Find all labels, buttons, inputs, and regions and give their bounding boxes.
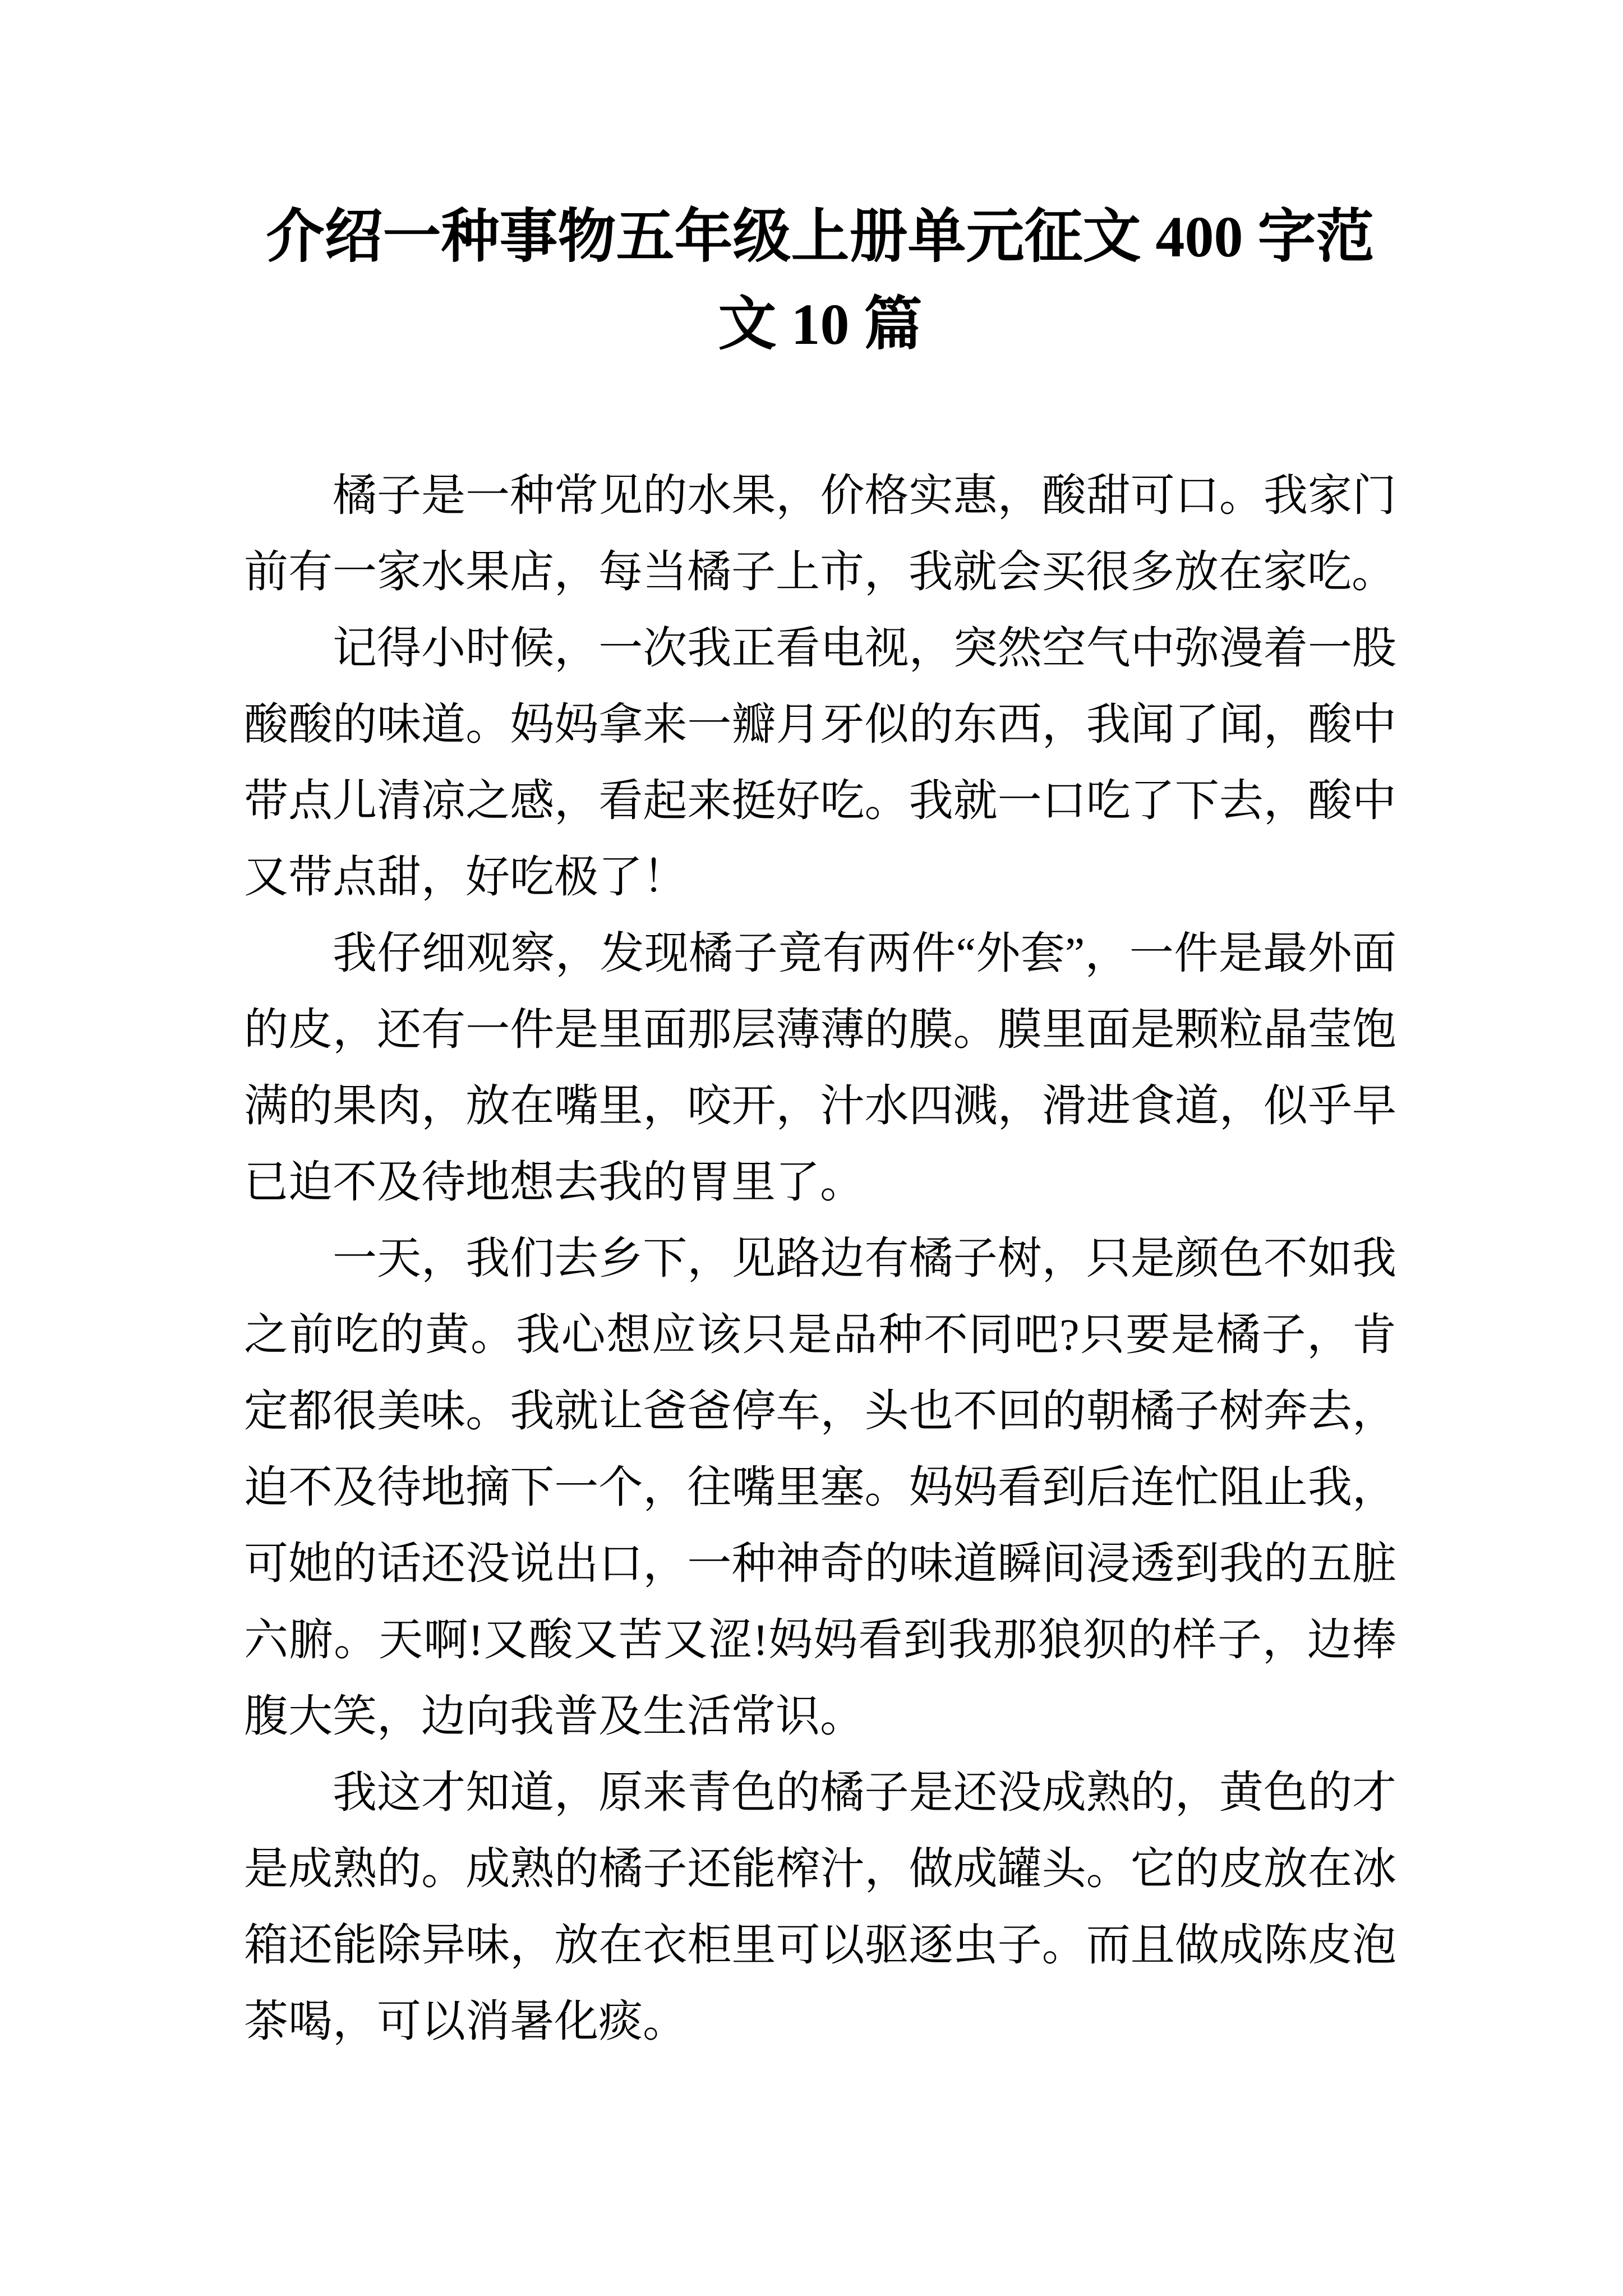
document-title: 介绍一种事物五年级上册单元征文 400 字范文 10 篇 — [266, 205, 1375, 357]
paragraph-4: 一天，我们去乡下，见路边有橘子树，只是颜色不如我之前吃的黄。我心想应该只是品种不同吧?只要是橘子，肯定都很美味。我就让爸爸停车，头也不回的朝橘子树奔去，迫不及待地摘下一个，往嘴里塞。妈妈看到后连忙阻止我，可她的话还没说出口，一种神奇的味道瞬间浸透到我的五脏六腑。天啊!又酸又苦又涩!妈妈看到我那狼狈的样子，边捧腹大笑，边向我普及生活常识。 — [244, 1235, 1396, 1741]
paragraph-3: 我仔细观察，发现橘子竟有两件“外套”，一件是最外面的皮，还有一件是里面那层薄薄的膜。膜里面是颗粒晶莹饱满的果肉，放在嘴里，咬开，汁水四溅，滑进食道，似乎早已迫不及待地想去我的胃里了。 — [244, 930, 1396, 1207]
paragraph-5: 我这才知道，原来青色的橘子是还没成熟的，黄色的才是成熟的。成熟的橘子还能榨汁，做成罐头。它的皮放在冰箱还能除异味，放在衣柜里可以驱逐虫子。而且做成陈皮泡茶喝，可以消暑化痰。 — [244, 1769, 1396, 2046]
paragraph-2: 记得小时候，一次我正看电视，突然空气中弥漫着一股酸酸的味道。妈妈拿来一瓣月牙似的东西，我闻了闻，酸中带点儿清凉之感，看起来挺好吃。我就一口吃了下去，酸中又带点甜，好吃极了！ — [244, 624, 1396, 902]
paragraph-1: 橘子是一种常见的水果，价格实惠，酸甜可口。我家门前有一家水果店，每当橘子上市，我就会买很多放在家吃。 — [244, 472, 1396, 597]
